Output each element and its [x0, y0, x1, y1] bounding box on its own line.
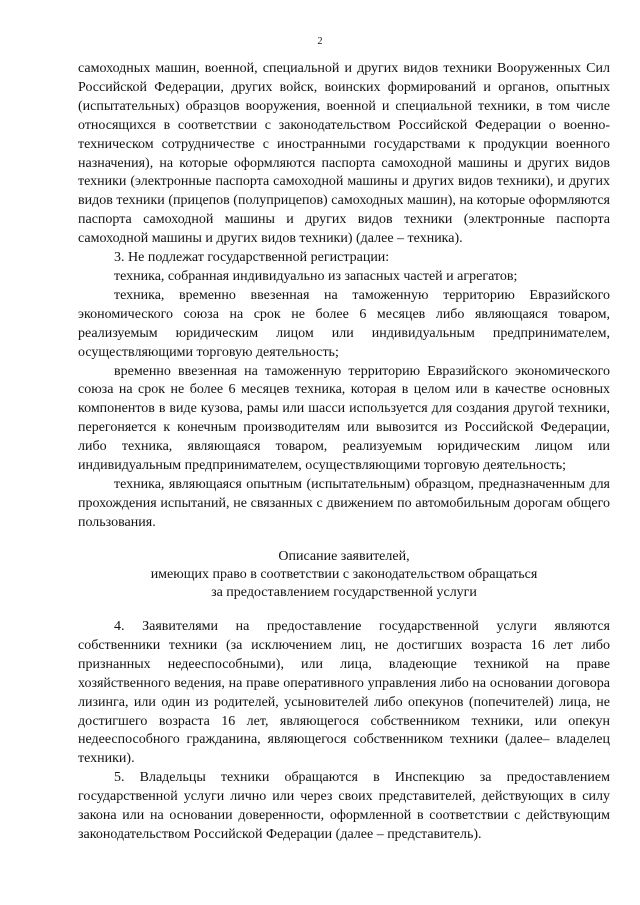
paragraph-item-5: 5. Владельцы техники обращаются в Инспекцию за предоставлением государственной услуги лично или через своих представителей, действующих в силу закона или на основании доверенности, оформленной в соответствии с действующим законодательством Российской Федерации (далее – представитель).: [78, 770, 610, 842]
paragraph-exemption-4: техника, являющаяся опытным (испытательным) образцом, предназначенным для прохождения испытаний, не связанных с движением по автомобильным дорогам общего пользования.: [78, 476, 610, 530]
paragraph-exemption-3: временно ввезенная на таможенную территорию Евразийского экономического союза на срок не более 6 месяцев техника, которая в целом или в качестве основных компонентов в виде кузова, рамы или шасси используется для создания другой техники, перегоняется к конечным производителям или вывозится из Российской Федерации, либо техника, являющаяся товаром, реализуемым юридическим лицом или индивидуальным предпринимателем, осуществляющими торговую деятельность;: [78, 363, 610, 474]
paragraph-continuation: самоходных машин, военной, специальной и других видов техники Вооруженных Сил Российской Федерации, других войск, воинских формирований и органов, опытных (испытательных) образцов вооружения, военной и специальной техники, в том числе относящихся в соответствии с законодательством Российской Федерации о военно-техническом сотрудничестве с иностранными государствами к продукции военного назначения), на которые оформляются паспорта самоходной машины и других видов техники (электронные паспорта самоходной машины и других видов техники), и других видов техники (прицепов (полуприцепов) самоходных машин), на которые оформляются паспорта самоходной машины и других видов техники (электронные паспорта самоходной машины и других видов техники) (далее – техника).: [78, 61, 610, 247]
paragraph-item-3: 3. Не подлежат государственной регистрации:: [114, 250, 390, 266]
section-heading-line-2: имеющих право в соответствии с законодательством обращаться: [150, 567, 538, 582]
page-number: 2: [317, 36, 323, 47]
section-heading: [78, 548, 610, 602]
paragraph-exemption-1: техника, собранная индивидуально из запасных частей и агрегатов;: [114, 268, 518, 284]
text-block-top: [78, 60, 610, 533]
paragraph-exemption-2: техника, временно ввезенная на таможенную территорию Евразийского экономического союза на срок не более 6 месяцев либо являющаяся товаром, реализуемым юридическим лицом или индивидуальным предпринимателем, осуществляющими торговую деятельность;: [78, 287, 610, 360]
section-heading-line-3: за предоставлением государственной услуги: [211, 585, 477, 600]
paragraph-item-4: 4. Заявителями на предоставление государственной услуги являются собственники техники (за исключением лиц, не достигших возраста 16 лет либо признанных недееспособными), или лица, владеющие техникой на праве хозяйственного ведения, на праве оперативного управления либо на основании договора лизинга, или один из родителей, усыновителей либо опекунов (попечителей) лица, не достигшего возраста 16 лет, являющегося собственником техники, или опекун недееспособного гражданина, являющегося собственником техники (далее– владелец техники).: [78, 619, 610, 767]
text-block-bottom: [78, 618, 610, 845]
section-heading-line-1: Описание заявителей,: [278, 549, 410, 564]
